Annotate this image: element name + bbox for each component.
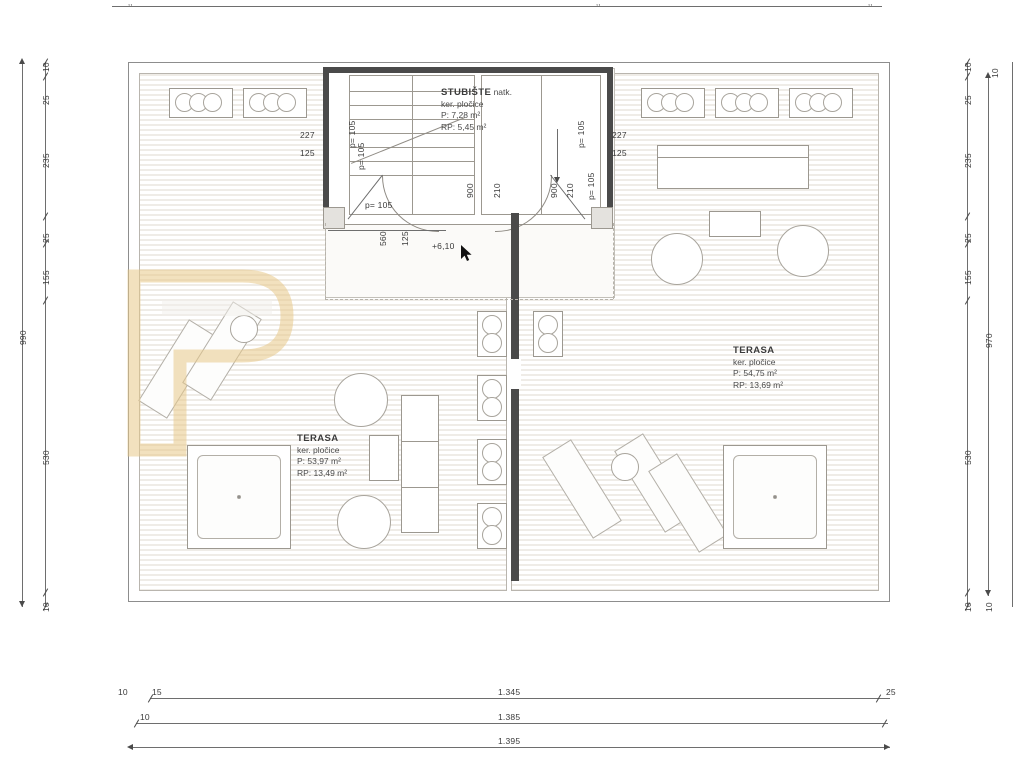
wall-dim-right-125: 125 <box>612 148 627 158</box>
left-chain-value-530: 530 <box>41 450 51 465</box>
stairwell-rp: RP: 5,45 m² <box>441 121 487 132</box>
bottom-chain-2-value: 1.385 <box>498 712 521 722</box>
right-outer-total-dim-line <box>1012 62 1013 607</box>
wall-dim-left-125: 125 <box>300 148 315 158</box>
stairwell-name: STUBIŠTE <box>441 87 492 98</box>
terrace-right-finish: ker. pločice <box>733 356 776 367</box>
planter-col-left-1-a <box>482 315 502 335</box>
right-outer-10-value: 10 <box>990 68 1000 78</box>
left-chain-value-235: 235 <box>41 153 51 168</box>
bottom-dim-line-2 <box>136 723 888 724</box>
terrace-left-name: TERASA <box>297 433 339 444</box>
terrace-right-label-block <box>733 345 783 391</box>
pier-right <box>591 207 613 229</box>
side-table-left-loungers <box>230 315 258 343</box>
right-outer-10-bottom-value: 10 <box>984 602 994 612</box>
opening-label-left-p105: p= 105 <box>347 120 357 148</box>
terrace-right-area: P: 54,75 m² <box>733 368 777 378</box>
planter-col-right-1-a <box>538 315 558 335</box>
pier-left <box>323 207 345 229</box>
side-table-right-loungers <box>611 453 639 481</box>
terrace-right-name: TERASA <box>733 345 775 356</box>
stairwell-wall-top <box>323 67 613 73</box>
coffee-table-right <box>709 211 761 237</box>
planter-col-left-2-a <box>482 379 502 399</box>
terrace-left-rp: RP: 13,49 m² <box>297 467 348 478</box>
round-table-right-b <box>777 225 829 277</box>
right-chain-value-25-mid: 25 <box>963 233 973 243</box>
bench-left-long <box>401 395 439 533</box>
left-total-dim-value: 990 <box>18 330 28 345</box>
planter-col-right-1-b <box>538 333 558 353</box>
left-chain-value-25-mid: 25 <box>41 233 51 243</box>
planter-right-2-c <box>749 93 768 112</box>
bottom-chain-3-arrow-right <box>884 744 890 750</box>
left-chain-value-155: 155 <box>41 270 51 285</box>
top-dim-tick-c: ,, <box>868 0 873 7</box>
left-chain-value-10-top: 10 <box>41 62 51 72</box>
bottom-dim-line-3 <box>130 747 890 748</box>
stairwell-label-leader <box>557 129 558 181</box>
right-chain-value-10-bottom: 10 <box>963 602 973 612</box>
door-right-width-label: 900 <box>549 183 559 198</box>
wall-dim-right-227: 227 <box>612 130 627 140</box>
planter-col-left-2-b <box>482 397 502 417</box>
door-left-height-label: 210 <box>492 183 502 198</box>
opening-label-right-p105: p= 105 <box>576 120 586 148</box>
top-dimension-line <box>112 6 882 7</box>
planter-left-2-plant-c <box>277 93 296 112</box>
bottom-chain-1-value: 1.345 <box>498 687 521 697</box>
terrace-right-rp: RP: 13,69 m² <box>733 379 784 390</box>
right-chain-value-155: 155 <box>963 270 973 285</box>
left-total-arrow-bottom <box>19 601 25 607</box>
pavilion-right-center-dot <box>773 495 777 499</box>
left-chain-dim-line <box>45 62 46 607</box>
door-right-height-label: 210 <box>565 183 575 198</box>
pavilion-left-center-dot <box>237 495 241 499</box>
stair-bottom-dim-560: 560 <box>378 231 388 246</box>
tile-zone-right-edge <box>613 223 614 299</box>
right-chain-value-530: 530 <box>963 450 973 465</box>
terrace-left-finish: ker. pločice <box>297 444 340 455</box>
tile-zone-bottom-edge <box>325 299 613 300</box>
left-chain-value-25-top: 25 <box>41 95 51 105</box>
right-chain-value-235: 235 <box>963 153 973 168</box>
planter-left-1-plant-c <box>203 93 222 112</box>
stair-bottom-dim-125: 125 <box>400 231 410 246</box>
planter-col-left-1-b <box>482 333 502 353</box>
plan-outer-frame <box>128 62 890 602</box>
round-table-right-a <box>651 233 703 285</box>
sofa-right <box>657 145 809 189</box>
opening-label-bottom-p105: p= 105 <box>365 200 393 210</box>
stairwell-wall-left <box>323 67 329 225</box>
left-chain-value-10-bottom: 10 <box>41 602 51 612</box>
bottom-chain-3-value: 1.395 <box>498 736 521 746</box>
right-chain-value-10-top: 10 <box>963 62 973 72</box>
bottom-chain-2-mark-10: 10 <box>140 712 150 722</box>
bench-left-long-div-1 <box>402 441 438 442</box>
bottom-chain-1-mark-25: 25 <box>886 687 896 697</box>
right-chain-value-25-top: 25 <box>963 95 973 105</box>
bottom-chain-1-mark-10: 10 <box>118 687 128 697</box>
bench-left-small <box>369 435 399 481</box>
top-dim-tick-b: ,, <box>596 0 601 7</box>
stairwell-suffix: natk. <box>493 87 512 97</box>
opening-label-left-p105-b: p= 105 <box>356 142 366 170</box>
mouse-cursor <box>461 245 473 263</box>
right-inner-total-value: 970 <box>984 333 994 348</box>
bottom-chain-1-mark-15: 15 <box>152 687 162 697</box>
central-wall-gap <box>509 359 521 389</box>
tile-zone-left-edge <box>325 223 326 299</box>
round-table-left-lower <box>337 495 391 549</box>
stairwell-wall-right <box>607 67 613 225</box>
central-partition-wall <box>511 213 519 581</box>
right-inner-arrow-bottom <box>985 590 991 596</box>
stairwell-label-block <box>441 87 512 133</box>
sofa-right-back <box>658 157 808 158</box>
planter-col-left-3-a <box>482 443 502 463</box>
right-chain-dim-line <box>967 62 968 607</box>
planter-col-left-4-a <box>482 507 502 527</box>
opening-label-right-p105-b: p= 105 <box>586 172 596 200</box>
level-marker: +6,10 <box>432 241 455 251</box>
planter-col-left-3-b <box>482 461 502 481</box>
round-table-left-upper <box>334 373 388 427</box>
terrace-left-area: P: 53,97 m² <box>297 456 341 466</box>
planter-col-left-4-b <box>482 525 502 545</box>
bottom-chain-3-arrow-left <box>127 744 133 750</box>
terrace-left-label-block <box>297 433 347 479</box>
stairwell-area: P: 7,28 m² <box>441 110 481 120</box>
planter-right-3-c <box>823 93 842 112</box>
wall-dim-left-227: 227 <box>300 130 315 140</box>
stairwell-finish: ker. pločice <box>441 98 484 109</box>
top-dim-tick-a: ,, <box>128 0 133 7</box>
bottom-dim-line-1 <box>150 698 890 699</box>
planter-right-1-c <box>675 93 694 112</box>
left-total-arrow-top <box>19 58 25 64</box>
bench-left-long-div-2 <box>402 487 438 488</box>
door-left-width-label: 900 <box>465 183 475 198</box>
